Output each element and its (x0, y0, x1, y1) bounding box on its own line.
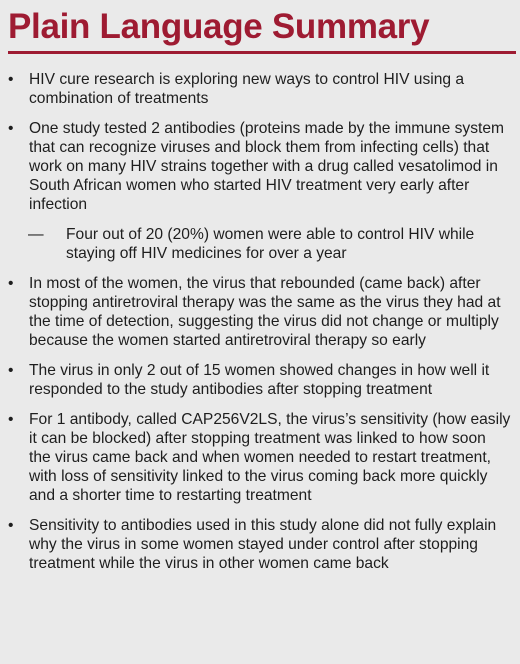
list-item (8, 70, 511, 108)
title-divider (8, 51, 516, 54)
list-item-text: The virus in only 2 out of 15 women showed changes in how well it responded to the study antibodies after stopping treatment (29, 362, 490, 398)
bullet-icon: • (8, 517, 14, 534)
bullet-icon: • (8, 411, 14, 428)
list-item (8, 361, 511, 399)
list-item-text: Sensitivity to antibodies used in this study alone did not fully explain why the virus in some women stayed under control after stopping treatment while the virus in other women came back (29, 517, 497, 572)
sub-list-item (8, 225, 506, 263)
list-item-text: One study tested 2 antibodies (proteins made by the immune system that can recognize viruses and block them from infecting cells) that work on many HIV strains together with a drug called vesatolimod in South African women who started HIV treatment very early after infection (29, 120, 504, 213)
list-item (8, 410, 511, 505)
summary-list (8, 70, 520, 573)
bullet-icon: • (8, 362, 14, 379)
list-item (8, 516, 511, 573)
sub-list-item-text: Four out of 20 (20%) women were able to control HIV while staying off HIV medicines for over a year (66, 226, 475, 262)
page-title: Plain Language Summary (8, 7, 430, 46)
list-item-text: In most of the women, the virus that rebounded (came back) after stopping antiretroviral therapy was the same as the virus they had at the time of detection, suggesting the virus did not change or multiply because the women started antiretroviral therapy so early (29, 275, 501, 349)
bullet-icon: • (8, 71, 14, 88)
dash-icon: — (28, 226, 44, 243)
bullet-icon: • (8, 275, 14, 292)
list-item-text: HIV cure research is exploring new ways to control HIV using a combination of treatments (29, 71, 465, 107)
list-item (8, 274, 511, 350)
bullet-icon: • (8, 120, 14, 137)
list-item (8, 119, 511, 214)
list-item-text: For 1 antibody, called CAP256V2LS, the virus’s sensitivity (how easily it can be blocked) after stopping treatment was linked to how soon the virus came back and when women needed to restart treatment, with loss of sensitivity linked to the virus coming back more quickly and a shorter time to restarting treatment (29, 411, 511, 504)
